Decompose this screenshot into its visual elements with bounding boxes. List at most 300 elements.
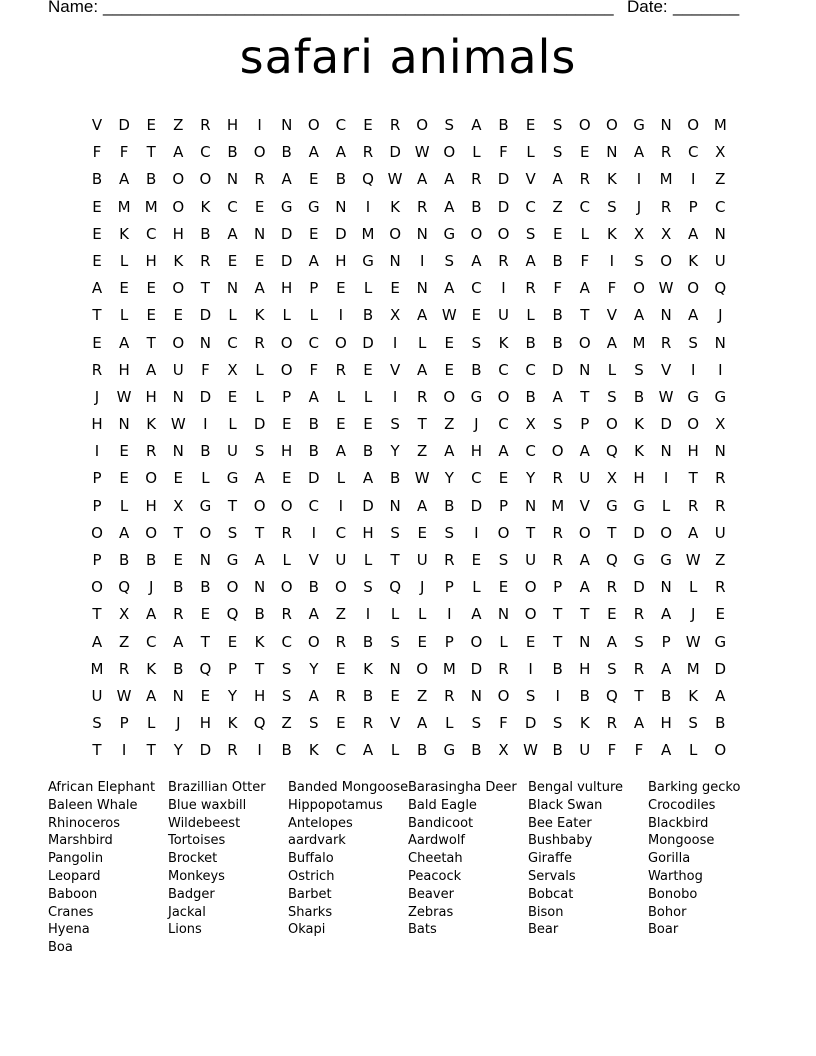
grid-letter[interactable]: E bbox=[92, 197, 102, 216]
grid-letter[interactable]: B bbox=[308, 415, 319, 434]
grid-letter[interactable]: M bbox=[117, 197, 131, 216]
grid-letter[interactable]: A bbox=[688, 523, 699, 542]
grid-letter[interactable]: I bbox=[257, 741, 262, 760]
grid-letter[interactable]: U bbox=[498, 306, 509, 325]
grid-letter[interactable]: A bbox=[417, 306, 428, 325]
grid-letter[interactable]: G bbox=[633, 496, 645, 515]
grid-letter[interactable]: T bbox=[634, 686, 644, 705]
grid-letter[interactable]: I bbox=[121, 741, 127, 760]
grid-letter[interactable]: B bbox=[335, 170, 347, 189]
grid-letter[interactable]: L bbox=[689, 741, 698, 760]
grid-letter[interactable]: G bbox=[714, 632, 727, 651]
grid-letter[interactable]: A bbox=[579, 578, 590, 597]
grid-letter[interactable]: W bbox=[116, 686, 132, 705]
grid-letter[interactable]: A bbox=[308, 387, 319, 406]
grid-letter[interactable]: O bbox=[578, 116, 591, 134]
grid-letter[interactable]: K bbox=[200, 197, 211, 216]
grid-letter[interactable]: N bbox=[470, 686, 482, 705]
grid-letter[interactable]: A bbox=[118, 170, 130, 189]
grid-letter[interactable]: R bbox=[552, 551, 563, 569]
grid-letter[interactable]: C bbox=[715, 197, 726, 216]
grid-letter[interactable]: A bbox=[91, 632, 103, 651]
grid-letter[interactable]: L bbox=[309, 306, 318, 325]
grid-letter[interactable]: G bbox=[307, 197, 320, 216]
grid-letter[interactable]: E bbox=[227, 387, 238, 406]
grid-letter[interactable]: A bbox=[633, 306, 645, 325]
grid-letter[interactable]: L bbox=[363, 551, 373, 569]
grid-letter[interactable]: U bbox=[525, 551, 537, 569]
grid-letter[interactable]: M bbox=[144, 197, 158, 216]
grid-letter[interactable]: A bbox=[471, 605, 482, 624]
grid-letter[interactable]: O bbox=[497, 224, 510, 243]
grid-letter[interactable]: E bbox=[471, 306, 482, 325]
grid-letter[interactable]: A bbox=[660, 605, 672, 624]
grid-letter[interactable]: Y bbox=[227, 686, 238, 705]
grid-letter[interactable]: W bbox=[414, 469, 430, 488]
grid-letter[interactable]: E bbox=[227, 251, 238, 270]
grid-letter[interactable]: N bbox=[253, 578, 266, 597]
grid-letter[interactable]: R bbox=[281, 523, 292, 542]
grid-letter[interactable]: V bbox=[91, 116, 103, 134]
grid-letter[interactable]: O bbox=[91, 523, 103, 542]
grid-letter[interactable]: P bbox=[444, 632, 454, 651]
grid-letter[interactable]: B bbox=[471, 197, 482, 216]
grid-letter[interactable]: W bbox=[414, 143, 430, 162]
grid-letter[interactable]: C bbox=[525, 360, 536, 379]
grid-letter[interactable]: M bbox=[361, 224, 375, 243]
grid-letter[interactable]: M bbox=[659, 170, 673, 189]
grid-letter[interactable]: E bbox=[200, 605, 211, 624]
grid-letter[interactable]: Q bbox=[605, 686, 618, 705]
grid-letter[interactable]: T bbox=[553, 605, 563, 624]
grid-letter[interactable]: N bbox=[199, 333, 211, 352]
grid-letter[interactable]: Q bbox=[605, 551, 618, 569]
grid-letter[interactable]: B bbox=[417, 741, 428, 760]
grid-letter[interactable]: C bbox=[579, 197, 591, 216]
grid-letter[interactable]: A bbox=[308, 686, 319, 705]
grid-letter[interactable]: T bbox=[200, 632, 210, 651]
grid-letter[interactable]: G bbox=[443, 224, 456, 243]
grid-letter[interactable]: R bbox=[606, 578, 618, 597]
grid-letter[interactable]: D bbox=[551, 360, 564, 379]
grid-letter[interactable]: T bbox=[146, 741, 156, 760]
grid-letter[interactable]: J bbox=[176, 714, 181, 733]
grid-letter[interactable]: N bbox=[660, 578, 672, 597]
grid-letter[interactable]: H bbox=[199, 714, 212, 733]
grid-letter[interactable]: E bbox=[444, 333, 455, 352]
grid-letter[interactable]: A bbox=[146, 360, 157, 379]
grid-letter[interactable]: I bbox=[636, 170, 642, 189]
grid-letter[interactable]: A bbox=[362, 741, 374, 760]
grid-letter[interactable]: F bbox=[119, 143, 129, 162]
grid-letter[interactable]: A bbox=[471, 116, 482, 134]
grid-letter[interactable]: S bbox=[92, 714, 102, 733]
grid-letter[interactable]: Q bbox=[362, 170, 374, 189]
grid-letter[interactable]: U bbox=[227, 442, 238, 461]
grid-letter[interactable]: E bbox=[336, 415, 346, 434]
grid-letter[interactable]: T bbox=[146, 333, 156, 352]
grid-letter[interactable]: R bbox=[362, 143, 374, 162]
grid-letter[interactable]: F bbox=[634, 741, 644, 760]
grid-letter[interactable]: F bbox=[607, 741, 617, 760]
grid-letter[interactable]: R bbox=[525, 279, 536, 298]
grid-letter[interactable]: R bbox=[335, 360, 347, 379]
grid-letter[interactable]: L bbox=[363, 387, 373, 406]
grid-letter[interactable]: O bbox=[497, 387, 510, 406]
grid-letter[interactable]: A bbox=[417, 714, 428, 733]
grid-letter[interactable]: R bbox=[579, 170, 591, 189]
grid-letter[interactable]: B bbox=[254, 605, 265, 624]
grid-letter[interactable]: P bbox=[282, 387, 292, 406]
grid-letter[interactable]: L bbox=[228, 415, 237, 434]
grid-letter[interactable]: Q bbox=[714, 279, 727, 298]
grid-letter[interactable]: I bbox=[447, 605, 452, 624]
grid-letter[interactable]: Q bbox=[389, 578, 401, 597]
grid-letter[interactable]: T bbox=[227, 496, 238, 515]
grid-letter[interactable]: I bbox=[365, 605, 371, 624]
grid-letter[interactable]: G bbox=[226, 551, 239, 569]
grid-letter[interactable]: A bbox=[281, 170, 292, 189]
grid-letter[interactable]: Y bbox=[390, 442, 400, 461]
grid-letter[interactable]: R bbox=[200, 116, 211, 134]
grid-letter[interactable]: C bbox=[687, 143, 699, 162]
grid-letter[interactable]: L bbox=[201, 469, 210, 488]
grid-letter[interactable]: O bbox=[172, 333, 185, 352]
name-field-line[interactable]: ______________________________________________________ bbox=[103, 0, 614, 16]
grid-letter[interactable]: P bbox=[92, 469, 102, 488]
grid-letter[interactable]: A bbox=[362, 469, 374, 488]
grid-letter[interactable]: E bbox=[119, 469, 129, 488]
grid-letter[interactable]: N bbox=[416, 279, 428, 298]
grid-letter[interactable]: P bbox=[580, 415, 590, 434]
grid-letter[interactable]: Y bbox=[444, 469, 454, 488]
grid-letter[interactable]: N bbox=[199, 551, 211, 569]
grid-letter[interactable]: X bbox=[118, 605, 130, 624]
grid-letter[interactable]: N bbox=[606, 143, 618, 162]
grid-letter[interactable]: E bbox=[173, 469, 184, 488]
grid-letter[interactable]: A bbox=[254, 469, 265, 488]
grid-letter[interactable]: X bbox=[606, 469, 618, 488]
grid-letter[interactable]: L bbox=[282, 306, 291, 325]
grid-letter[interactable]: S bbox=[309, 714, 319, 733]
grid-letter[interactable]: R bbox=[335, 686, 347, 705]
grid-letter[interactable]: L bbox=[363, 279, 373, 298]
grid-letter[interactable]: I bbox=[690, 170, 696, 189]
grid-letter[interactable]: Z bbox=[552, 197, 563, 216]
grid-letter[interactable]: I bbox=[338, 306, 344, 325]
grid-letter[interactable]: S bbox=[634, 360, 644, 379]
grid-letter[interactable]: D bbox=[497, 197, 510, 216]
grid-letter[interactable]: T bbox=[526, 523, 536, 542]
grid-letter[interactable]: A bbox=[552, 387, 563, 406]
grid-letter[interactable]: S bbox=[607, 197, 617, 216]
grid-letter[interactable]: E bbox=[309, 224, 319, 243]
grid-letter[interactable]: I bbox=[419, 251, 425, 270]
grid-letter[interactable]: E bbox=[254, 197, 265, 216]
grid-letter[interactable]: B bbox=[579, 686, 590, 705]
grid-letter[interactable]: H bbox=[145, 496, 157, 515]
grid-letter[interactable]: W bbox=[685, 551, 701, 569]
grid-letter[interactable]: O bbox=[226, 578, 239, 597]
grid-letter[interactable]: B bbox=[308, 578, 319, 597]
grid-letter[interactable]: Z bbox=[444, 415, 455, 434]
grid-letter[interactable]: I bbox=[718, 360, 723, 379]
grid-letter[interactable]: N bbox=[281, 116, 293, 134]
grid-letter[interactable]: A bbox=[444, 442, 455, 461]
grid-letter[interactable]: G bbox=[470, 387, 483, 406]
grid-letter[interactable]: R bbox=[173, 605, 184, 624]
grid-letter[interactable]: O bbox=[253, 496, 266, 515]
grid-letter[interactable]: B bbox=[173, 578, 184, 597]
grid-letter[interactable]: D bbox=[714, 659, 727, 678]
grid-letter[interactable]: B bbox=[715, 714, 726, 733]
grid-letter[interactable]: K bbox=[254, 306, 265, 325]
grid-letter[interactable]: E bbox=[336, 279, 346, 298]
grid-letter[interactable]: V bbox=[389, 714, 401, 733]
grid-letter[interactable]: T bbox=[92, 741, 102, 760]
grid-letter[interactable]: I bbox=[338, 496, 344, 515]
grid-letter[interactable]: O bbox=[605, 415, 618, 434]
grid-letter[interactable]: Z bbox=[118, 632, 130, 651]
grid-letter[interactable]: E bbox=[281, 415, 292, 434]
grid-letter[interactable]: L bbox=[526, 143, 535, 162]
grid-letter[interactable]: Z bbox=[281, 714, 292, 733]
grid-letter[interactable]: Q bbox=[226, 605, 239, 624]
grid-letter[interactable]: O bbox=[687, 415, 700, 434]
grid-letter[interactable]: U bbox=[172, 360, 184, 379]
grid-letter[interactable]: R bbox=[444, 686, 455, 705]
grid-letter[interactable]: B bbox=[471, 360, 482, 379]
grid-letter[interactable]: L bbox=[228, 306, 237, 325]
grid-letter[interactable]: N bbox=[389, 251, 401, 270]
grid-letter[interactable]: E bbox=[309, 170, 319, 189]
grid-letter[interactable]: N bbox=[389, 659, 401, 678]
grid-letter[interactable]: S bbox=[390, 415, 400, 434]
grid-letter[interactable]: O bbox=[145, 469, 158, 488]
grid-letter[interactable]: Y bbox=[309, 659, 319, 678]
grid-letter[interactable]: Y bbox=[173, 741, 183, 760]
grid-letter[interactable]: S bbox=[390, 523, 400, 542]
grid-letter[interactable]: H bbox=[687, 442, 699, 461]
grid-letter[interactable]: K bbox=[227, 714, 238, 733]
grid-letter[interactable]: C bbox=[335, 116, 347, 134]
grid-letter[interactable]: A bbox=[308, 605, 319, 624]
grid-letter[interactable]: C bbox=[145, 632, 157, 651]
grid-letter[interactable]: O bbox=[307, 116, 320, 134]
grid-letter[interactable]: D bbox=[308, 469, 320, 488]
grid-letter[interactable]: S bbox=[281, 659, 292, 678]
grid-letter[interactable]: Z bbox=[417, 442, 428, 461]
grid-letter[interactable]: G bbox=[280, 197, 293, 216]
grid-letter[interactable]: T bbox=[580, 306, 590, 325]
grid-letter[interactable]: E bbox=[200, 686, 211, 705]
grid-letter[interactable]: B bbox=[552, 306, 563, 325]
grid-letter[interactable]: N bbox=[335, 197, 347, 216]
grid-letter[interactable]: P bbox=[119, 714, 129, 733]
grid-letter[interactable]: E bbox=[498, 578, 509, 597]
grid-letter[interactable]: A bbox=[498, 442, 509, 461]
grid-letter[interactable]: E bbox=[390, 279, 400, 298]
grid-letter[interactable]: H bbox=[579, 659, 591, 678]
grid-letter[interactable]: L bbox=[255, 360, 264, 379]
grid-letter[interactable]: N bbox=[497, 605, 510, 624]
grid-letter[interactable]: O bbox=[605, 116, 618, 134]
grid-letter[interactable]: D bbox=[199, 306, 212, 325]
grid-letter[interactable]: C bbox=[335, 741, 347, 760]
grid-letter[interactable]: W bbox=[387, 170, 403, 189]
grid-letter[interactable]: V bbox=[389, 360, 401, 379]
grid-letter[interactable]: E bbox=[607, 605, 617, 624]
grid-letter[interactable]: X bbox=[389, 306, 401, 325]
grid-letter[interactable]: M bbox=[713, 116, 727, 134]
grid-letter[interactable]: L bbox=[147, 714, 156, 733]
grid-letter[interactable]: J bbox=[148, 578, 154, 597]
grid-letter[interactable]: D bbox=[362, 333, 374, 352]
grid-letter[interactable]: B bbox=[444, 496, 455, 515]
grid-letter[interactable]: K bbox=[634, 442, 644, 461]
grid-letter[interactable]: L bbox=[499, 632, 508, 651]
grid-letter[interactable]: H bbox=[281, 279, 293, 298]
grid-letter[interactable]: R bbox=[118, 659, 130, 678]
grid-letter[interactable]: S bbox=[688, 333, 698, 352]
grid-letter[interactable]: E bbox=[580, 143, 590, 162]
grid-letter[interactable]: D bbox=[660, 415, 672, 434]
grid-letter[interactable]: S bbox=[444, 116, 455, 134]
grid-letter[interactable]: A bbox=[146, 686, 157, 705]
grid-letter[interactable]: P bbox=[498, 496, 509, 515]
grid-letter[interactable]: E bbox=[146, 306, 156, 325]
grid-letter[interactable]: E bbox=[363, 360, 373, 379]
grid-letter[interactable]: I bbox=[392, 387, 398, 406]
grid-letter[interactable]: K bbox=[688, 686, 699, 705]
grid-letter[interactable]: N bbox=[118, 415, 130, 434]
grid-letter[interactable]: L bbox=[390, 741, 400, 760]
grid-letter[interactable]: O bbox=[280, 578, 293, 597]
grid-letter[interactable]: E bbox=[281, 469, 292, 488]
grid-letter[interactable]: I bbox=[690, 360, 696, 379]
grid-letter[interactable]: A bbox=[173, 632, 184, 651]
grid-letter[interactable]: O bbox=[524, 578, 537, 597]
grid-letter[interactable]: A bbox=[254, 551, 265, 569]
grid-letter[interactable]: O bbox=[470, 632, 483, 651]
grid-letter[interactable]: B bbox=[308, 442, 319, 461]
grid-letter[interactable]: N bbox=[172, 387, 184, 406]
grid-letter[interactable]: G bbox=[606, 496, 618, 515]
grid-letter[interactable]: L bbox=[119, 251, 129, 270]
grid-letter[interactable]: G bbox=[362, 251, 374, 270]
grid-letter[interactable]: O bbox=[389, 224, 401, 243]
grid-letter[interactable]: O bbox=[91, 578, 103, 597]
grid-letter[interactable]: W bbox=[658, 387, 674, 406]
grid-letter[interactable]: I bbox=[311, 523, 317, 542]
grid-letter[interactable]: C bbox=[145, 224, 157, 243]
grid-letter[interactable]: P bbox=[92, 551, 102, 569]
grid-letter[interactable]: R bbox=[389, 116, 401, 134]
grid-letter[interactable]: L bbox=[580, 224, 589, 243]
grid-letter[interactable]: H bbox=[118, 360, 130, 379]
grid-letter[interactable]: D bbox=[362, 496, 374, 515]
grid-letter[interactable]: Z bbox=[715, 551, 726, 569]
grid-letter[interactable]: J bbox=[474, 415, 479, 434]
grid-letter[interactable]: J bbox=[419, 578, 425, 597]
grid-letter[interactable]: E bbox=[146, 116, 156, 134]
grid-letter[interactable]: K bbox=[254, 632, 265, 651]
grid-letter[interactable]: I bbox=[609, 251, 615, 270]
grid-letter[interactable]: N bbox=[172, 686, 184, 705]
grid-letter[interactable]: R bbox=[633, 659, 645, 678]
grid-letter[interactable]: B bbox=[146, 170, 157, 189]
grid-letter[interactable]: I bbox=[474, 523, 479, 542]
grid-letter[interactable]: A bbox=[606, 632, 618, 651]
grid-letter[interactable]: A bbox=[688, 306, 699, 325]
grid-letter[interactable]: H bbox=[145, 387, 157, 406]
grid-letter[interactable]: E bbox=[254, 251, 265, 270]
grid-letter[interactable]: O bbox=[578, 523, 591, 542]
grid-letter[interactable]: M bbox=[632, 333, 646, 352]
grid-letter[interactable]: E bbox=[146, 279, 156, 298]
grid-letter[interactable]: E bbox=[715, 605, 726, 624]
grid-letter[interactable]: Z bbox=[335, 605, 347, 624]
grid-letter[interactable]: P bbox=[553, 578, 563, 597]
grid-letter[interactable]: R bbox=[606, 714, 618, 733]
grid-letter[interactable]: U bbox=[91, 686, 103, 705]
grid-letter[interactable]: R bbox=[687, 496, 699, 515]
grid-letter[interactable]: G bbox=[633, 551, 645, 569]
grid-letter[interactable]: R bbox=[715, 578, 726, 597]
grid-letter[interactable]: L bbox=[255, 387, 264, 406]
grid-letter[interactable]: N bbox=[579, 632, 591, 651]
grid-letter[interactable]: J bbox=[94, 387, 100, 406]
grid-letter[interactable]: O bbox=[524, 605, 537, 624]
grid-letter[interactable]: A bbox=[254, 279, 265, 298]
grid-letter[interactable]: N bbox=[714, 224, 726, 243]
grid-letter[interactable]: G bbox=[226, 469, 239, 488]
grid-letter[interactable]: F bbox=[553, 279, 562, 298]
grid-letter[interactable]: D bbox=[633, 523, 645, 542]
grid-letter[interactable]: N bbox=[660, 116, 672, 134]
grid-letter[interactable]: O bbox=[443, 387, 456, 406]
grid-letter[interactable]: A bbox=[227, 224, 238, 243]
grid-letter[interactable]: K bbox=[173, 251, 184, 270]
grid-letter[interactable]: S bbox=[688, 714, 698, 733]
grid-letter[interactable]: E bbox=[227, 632, 238, 651]
grid-letter[interactable]: H bbox=[253, 686, 266, 705]
grid-letter[interactable]: N bbox=[660, 442, 672, 461]
grid-letter[interactable]: N bbox=[226, 279, 239, 298]
grid-letter[interactable]: K bbox=[146, 415, 157, 434]
grid-letter[interactable]: S bbox=[607, 659, 617, 678]
grid-letter[interactable]: C bbox=[308, 496, 320, 515]
grid-letter[interactable]: S bbox=[390, 632, 400, 651]
grid-letter[interactable]: B bbox=[281, 741, 292, 760]
grid-letter[interactable]: A bbox=[173, 143, 184, 162]
grid-letter[interactable]: B bbox=[281, 143, 292, 162]
grid-letter[interactable]: R bbox=[552, 523, 563, 542]
grid-letter[interactable]: L bbox=[526, 306, 535, 325]
grid-letter[interactable]: H bbox=[335, 251, 347, 270]
grid-letter[interactable]: P bbox=[309, 279, 319, 298]
grid-letter[interactable]: N bbox=[389, 496, 401, 515]
grid-letter[interactable]: O bbox=[633, 279, 645, 298]
grid-letter[interactable]: X bbox=[173, 496, 184, 515]
grid-letter[interactable]: C bbox=[281, 632, 292, 651]
date-field-line[interactable]: _______ bbox=[673, 0, 740, 16]
grid-letter[interactable]: F bbox=[201, 360, 210, 379]
grid-letter[interactable]: Q bbox=[253, 714, 266, 733]
grid-letter[interactable]: D bbox=[470, 496, 483, 515]
grid-letter[interactable]: H bbox=[226, 116, 239, 134]
grid-letter[interactable]: B bbox=[498, 116, 509, 134]
